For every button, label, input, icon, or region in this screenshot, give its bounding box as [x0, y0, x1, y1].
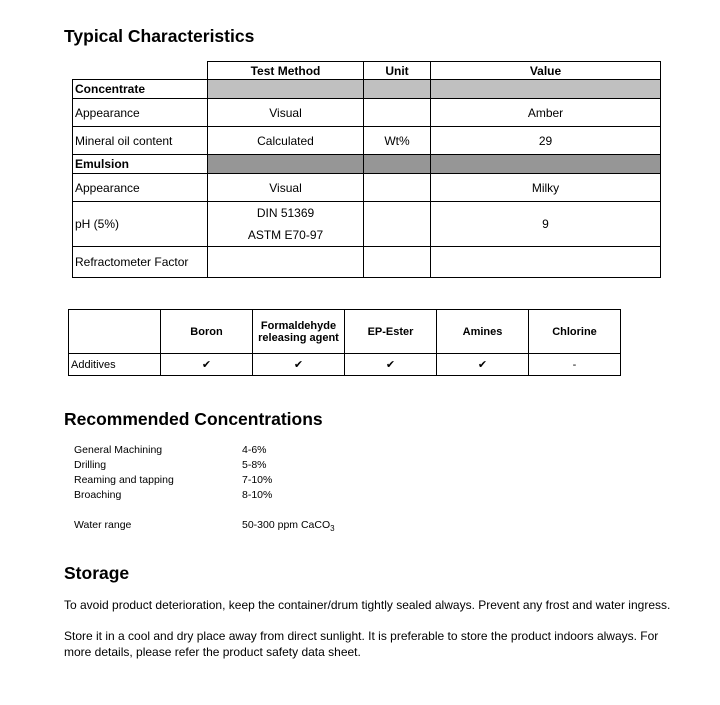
water-range-label: Water range — [74, 519, 132, 531]
row-label: Appearance — [73, 99, 208, 127]
table-row — [73, 174, 661, 202]
row-unit — [364, 247, 431, 278]
recommended-concentrations-title: Recommended Concentrations — [64, 409, 323, 429]
dash-value: - — [529, 354, 621, 376]
table-row — [73, 127, 661, 155]
header-unit: Unit — [364, 62, 431, 80]
item-value: 7-10% — [242, 474, 273, 486]
additive-header-amines: Amines — [437, 310, 529, 354]
item-label: Broaching — [74, 489, 122, 501]
item-label: Drilling — [74, 459, 107, 471]
row-method — [208, 202, 364, 247]
additive-header-ep-ester: EP-Ester — [345, 310, 437, 354]
storage-paragraph-2: Store it in a cool and dry place away from direct sunlight. It is preferable to store the product indoors always. For more details, please refer the product safety data sheet. — [64, 629, 659, 659]
characteristics-table — [72, 61, 661, 278]
item-value: 4-6% — [242, 444, 267, 456]
additive-header-chlorine: Chlorine — [529, 310, 621, 354]
row-unit: Wt% — [364, 127, 431, 155]
row-label: pH (5%) — [73, 202, 208, 247]
item-value: 8-10% — [242, 489, 273, 501]
table-row — [73, 99, 661, 127]
row-method: Calculated — [208, 127, 364, 155]
storage-paragraph-1: To avoid product deterioration, keep the container/drum tightly sealed always. Prevent any frost and water ingress. — [64, 598, 671, 612]
row-method: Visual — [208, 174, 364, 202]
method-line: ASTM E70-97 — [247, 228, 324, 242]
check-icon: ✔ — [345, 354, 437, 376]
row-value: 9 — [431, 202, 661, 247]
row-unit — [364, 99, 431, 127]
method-line: DIN 51369 — [256, 206, 315, 220]
additives-row-label: Additives — [69, 354, 161, 376]
check-icon: ✔ — [437, 354, 529, 376]
water-range-value: 50-300 ppm CaCO$_3$ — [242, 519, 335, 534]
additive-header-formaldehyde: Formaldehyde releasing agent — [253, 310, 345, 354]
header-test-method: Test Method — [208, 62, 364, 80]
storage-title: Storage — [64, 563, 130, 583]
check-icon: ✔ — [253, 354, 345, 376]
header-blank-cell — [73, 62, 208, 80]
row-label: Mineral oil content — [73, 127, 208, 155]
row-value: 29 — [431, 127, 661, 155]
table-row — [73, 247, 661, 278]
row-value: Amber — [431, 99, 661, 127]
row-method — [208, 247, 364, 278]
section-concentrate: Concentrate — [73, 80, 208, 99]
row-value: Milky — [431, 174, 661, 202]
row-value — [431, 247, 661, 278]
item-value: 5-8% — [242, 459, 267, 471]
row-unit — [364, 174, 431, 202]
row-unit — [364, 202, 431, 247]
typical-characteristics-title: Typical Characteristics — [64, 26, 255, 46]
check-icon: ✔ — [161, 354, 253, 376]
header-value: Value — [431, 62, 661, 80]
additives-table — [68, 309, 621, 376]
section-emulsion: Emulsion — [73, 155, 208, 174]
table-row — [73, 202, 661, 247]
row-label: Appearance — [73, 174, 208, 202]
row-method: Visual — [208, 99, 364, 127]
additive-header-boron: Boron — [161, 310, 253, 354]
row-label: Refractometer Factor — [73, 247, 208, 278]
item-label: Reaming and tapping — [74, 474, 174, 486]
item-label: General Machining — [74, 444, 163, 456]
